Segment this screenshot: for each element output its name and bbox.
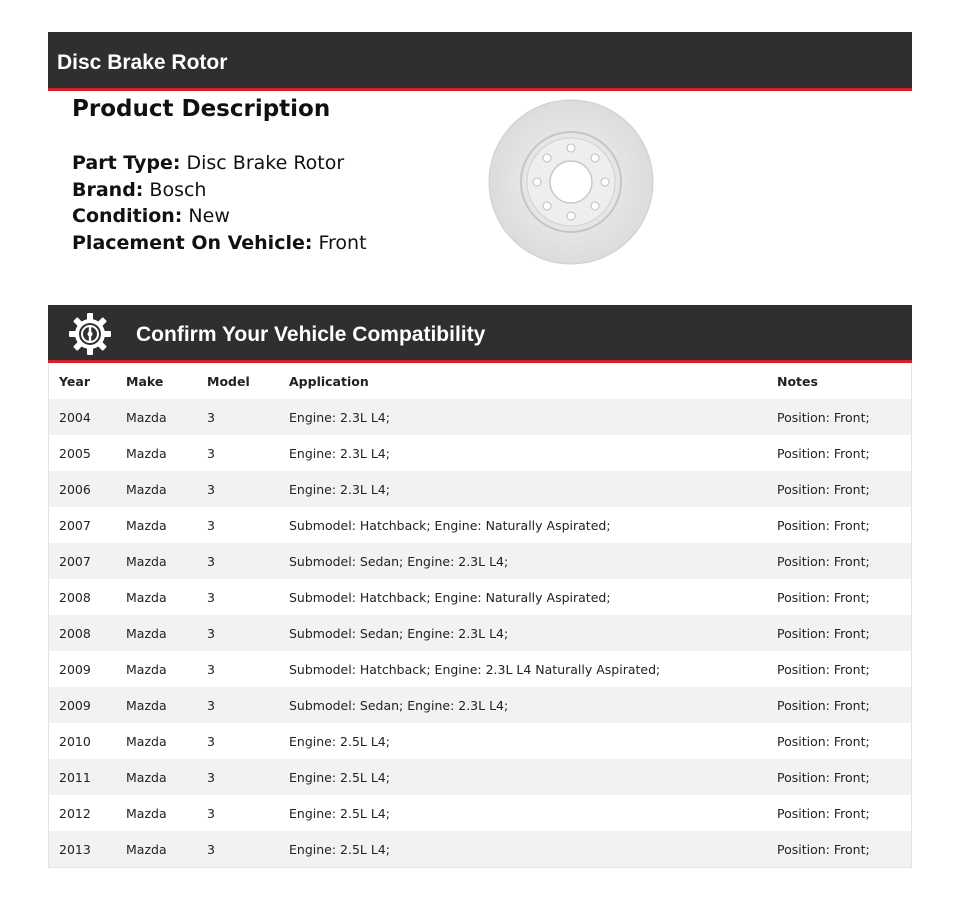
table-row [49, 831, 911, 867]
cell-year: 2005 [59, 445, 91, 461]
table-header-row [49, 363, 911, 399]
table-row [49, 651, 911, 687]
cell-model: 3 [207, 841, 215, 857]
cell-make: Mazda [126, 769, 167, 785]
spec-value: Front [318, 231, 367, 254]
table-row [49, 579, 911, 615]
cell-year: 2010 [59, 733, 91, 749]
cell-application: Engine: 2.5L L4; [289, 805, 390, 821]
description-heading: Product Description [72, 96, 331, 122]
rotor-image [488, 99, 654, 265]
cell-year: 2007 [59, 553, 91, 569]
compatibility-title: Confirm Your Vehicle Compatibility [136, 323, 486, 346]
cell-notes: Position: Front; [777, 841, 870, 857]
gear-car-icon [68, 312, 112, 356]
spec-value: New [188, 205, 230, 227]
cell-make: Mazda [126, 589, 167, 605]
cell-model: 3 [207, 661, 215, 677]
cell-year: 2006 [59, 481, 91, 497]
cell-notes: Position: Front; [777, 409, 870, 425]
cell-application: Engine: 2.3L L4; [289, 409, 390, 425]
cell-notes: Position: Front; [777, 481, 870, 497]
cell-application: Engine: 2.5L L4; [289, 733, 390, 749]
table-row [49, 471, 911, 507]
cell-year: 2012 [59, 805, 91, 821]
cell-model: 3 [207, 553, 215, 569]
cell-notes: Position: Front; [777, 625, 870, 641]
cell-application: Submodel: Hatchback; Engine: 2.3L L4 Naturally Aspirated; [289, 661, 661, 677]
cell-make: Mazda [126, 445, 167, 461]
cell-notes: Position: Front; [777, 553, 870, 569]
cell-application: Submodel: Sedan; Engine: 2.3L L4; [289, 625, 509, 641]
spec-condition [72, 203, 367, 230]
cell-notes: Position: Front; [777, 805, 870, 821]
table-body [49, 399, 911, 867]
cell-notes: Position: Front; [777, 733, 870, 749]
cell-model: 3 [207, 517, 215, 533]
cell-make: Mazda [126, 625, 167, 641]
cell-year: 2009 [59, 697, 91, 713]
cell-make: Mazda [126, 697, 167, 713]
cell-year: 2013 [59, 841, 91, 857]
compatibility-table-container [48, 363, 912, 868]
cell-year: 2011 [59, 769, 91, 785]
spec-brand [72, 177, 367, 204]
cell-notes: Position: Front; [777, 517, 870, 533]
cell-year: 2008 [59, 625, 91, 641]
cell-application: Submodel: Hatchback; Engine: Naturally Aspirated; [289, 517, 611, 533]
cell-notes: Position: Front; [777, 697, 870, 713]
cell-year: 2004 [59, 409, 91, 425]
spec-key: Brand: [72, 178, 144, 201]
compatibility-bar [48, 305, 912, 363]
product-title-bar [48, 32, 912, 91]
cell-model: 3 [207, 589, 215, 605]
cell-model: 3 [207, 481, 215, 497]
column-header-notes: Notes [777, 373, 818, 389]
cell-make: Mazda [126, 553, 167, 569]
column-header-application: Application [289, 373, 369, 389]
spec-key: Part Type: [72, 152, 181, 174]
cell-notes: Position: Front; [777, 769, 870, 785]
cell-make: Mazda [126, 481, 167, 497]
column-header-make: Make [126, 373, 164, 389]
table-row [49, 543, 911, 579]
cell-model: 3 [207, 769, 215, 785]
cell-application: Engine: 2.3L L4; [289, 445, 390, 461]
spec-value: Bosch [149, 178, 207, 201]
cell-model: 3 [207, 409, 215, 425]
spec-list [72, 150, 367, 256]
cell-make: Mazda [126, 733, 167, 749]
cell-make: Mazda [126, 409, 167, 425]
cell-application: Submodel: Sedan; Engine: 2.3L L4; [289, 697, 509, 713]
table-row [49, 399, 911, 435]
cell-make: Mazda [126, 841, 167, 857]
cell-model: 3 [207, 733, 215, 749]
cell-application: Engine: 2.5L L4; [289, 769, 390, 785]
table-row [49, 687, 911, 723]
cell-notes: Position: Front; [777, 445, 870, 461]
column-header-year: Year [59, 373, 90, 389]
spec-value: Disc Brake Rotor [186, 152, 345, 174]
spec-part-type [72, 150, 367, 177]
cell-make: Mazda [126, 517, 167, 533]
compatibility-table [49, 363, 911, 867]
spec-key: Placement On Vehicle: [72, 231, 313, 254]
cell-make: Mazda [126, 661, 167, 677]
table-row [49, 507, 911, 543]
cell-model: 3 [207, 697, 215, 713]
cell-notes: Position: Front; [777, 661, 870, 677]
cell-notes: Position: Front; [777, 589, 870, 605]
cell-model: 3 [207, 805, 215, 821]
cell-application: Engine: 2.5L L4; [289, 841, 390, 857]
cell-year: 2008 [59, 589, 91, 605]
product-title: Disc Brake Rotor [57, 51, 228, 74]
cell-year: 2007 [59, 517, 91, 533]
cell-model: 3 [207, 445, 215, 461]
cell-model: 3 [207, 625, 215, 641]
column-header-model: Model [207, 373, 250, 389]
spec-placement [72, 230, 367, 257]
cell-year: 2009 [59, 661, 91, 677]
cell-application: Submodel: Sedan; Engine: 2.3L L4; [289, 553, 509, 569]
table-row [49, 759, 911, 795]
cell-make: Mazda [126, 805, 167, 821]
cell-application: Engine: 2.3L L4; [289, 481, 390, 497]
table-row [49, 435, 911, 471]
table-row [49, 795, 911, 831]
table-row [49, 615, 911, 651]
cell-application: Submodel: Hatchback; Engine: Naturally Aspirated; [289, 589, 611, 605]
spec-key: Condition: [72, 205, 183, 227]
table-row [49, 723, 911, 759]
